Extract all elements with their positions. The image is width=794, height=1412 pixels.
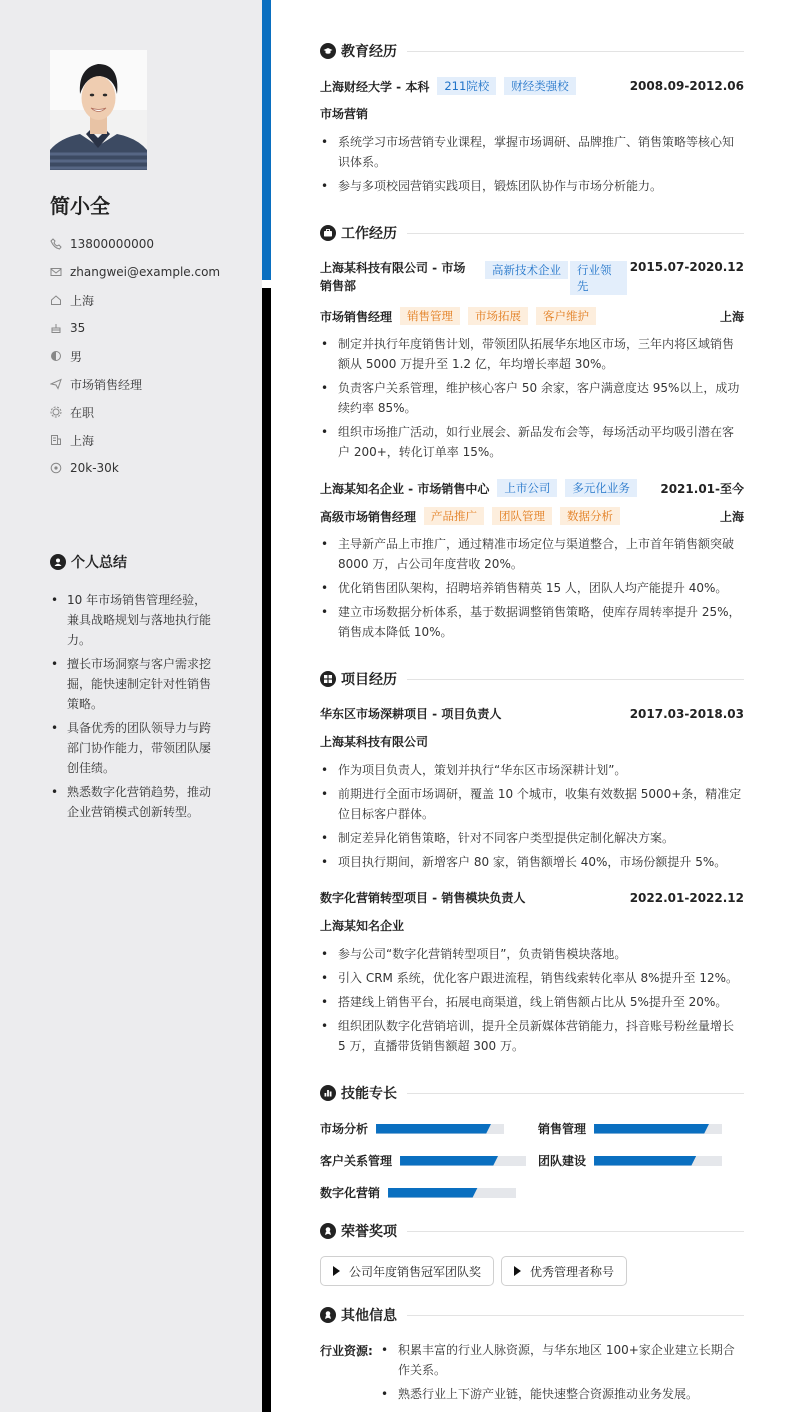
job-skill-tag: 数据分析	[560, 507, 620, 525]
job-role-row	[320, 307, 744, 325]
job-date: 2015.07-2020.12	[629, 260, 744, 274]
user-icon	[50, 554, 66, 570]
divider-bar	[262, 288, 271, 1412]
avatar	[50, 50, 147, 170]
other-list	[380, 1340, 744, 1408]
education-item: • 系统学习市场营销专业课程，掌握市场调研、品牌推广、销售策略等核心知识体系。	[320, 132, 744, 172]
contact-position: 市场销售经理	[50, 370, 220, 398]
section-rule	[407, 1315, 744, 1316]
play-icon	[514, 1266, 521, 1276]
education-major: 市场营销	[320, 107, 369, 121]
job-duty: • 优化销售团队架构，招聘培养销售精英 15 人，团队人均产能提升 40%。	[320, 578, 744, 598]
project-details	[320, 760, 744, 876]
honor-badge: 公司年度销售冠军团队奖	[320, 1256, 494, 1286]
job-city: 上海	[719, 309, 744, 324]
honors-heading: 荣誉奖项	[320, 1221, 744, 1241]
skill-item	[538, 1152, 722, 1169]
accent-bar	[262, 0, 271, 280]
job-company: 上海某科技有限公司 - 市场销售部	[320, 261, 466, 293]
school-tag: 211院校	[437, 77, 496, 95]
summary-item: • 10 年市场销售管理经验，兼具战略规划与落地执行能力。	[50, 590, 215, 650]
section-rule	[407, 51, 744, 52]
job-duty: • 建立市场数据分析体系，基于数据调整销售策略，使库存周转率提升 25%，销售成本降低 10%。	[320, 602, 744, 642]
skills-heading: 技能专长	[320, 1083, 744, 1103]
honor-badge: 优秀管理者称号	[501, 1256, 627, 1286]
summary-list	[50, 590, 215, 826]
other-label: 行业资源:	[320, 1344, 373, 1358]
job-skill-tag: 产品推广	[424, 507, 484, 525]
project-row	[320, 705, 744, 722]
contact-age: 35	[50, 314, 220, 342]
contact-status: 在职	[50, 398, 220, 426]
bar-chart-icon	[320, 1085, 336, 1101]
job-role: 市场销售经理	[320, 309, 393, 324]
contact-email: zhangwei@example.com	[50, 258, 220, 286]
job-tag: 行业领先	[570, 261, 627, 295]
project-detail: • 组织团队数字化营销培训，提升全员新媒体营销能力，抖音账号粉丝量增长 5 万，直播带货销售额超 300 万。	[320, 1016, 744, 1056]
job-company: 上海某知名企业 - 市场销售中心	[320, 481, 490, 496]
project-date: 2017.03-2018.03	[629, 706, 744, 721]
projects-heading: 项目经历	[320, 669, 744, 689]
job-skill-tag: 市场拓展	[468, 307, 528, 325]
job-duty: • 制定并执行年度销售计划，带领团队拓展华东地区市场，三年内将区域销售额从 5000 万提升至 1.2 亿，年均增长率超 30%。	[320, 334, 744, 374]
section-rule	[407, 1231, 744, 1232]
info-icon	[320, 1307, 336, 1323]
job-skill-tag: 团队管理	[492, 507, 552, 525]
school-tag: 财经类强校	[504, 77, 576, 95]
job-duties	[320, 534, 744, 646]
building-icon	[50, 434, 62, 446]
job-skill-tag: 客户维护	[536, 307, 596, 325]
job-tag: 多元化业务	[565, 479, 637, 497]
skill-item	[320, 1120, 504, 1137]
job-duties	[320, 334, 744, 466]
project-detail: • 作为项目负责人，策划并执行“华东区市场深耕计划”。	[320, 760, 744, 780]
skill-bar-fill	[388, 1188, 478, 1198]
school-name: 上海财经大学 - 本科	[320, 79, 430, 94]
project-detail: • 前期进行全面市场调研，覆盖 10 个城市，收集有效数据 5000+条，精准定位目标客户群体。	[320, 784, 744, 824]
work-heading: 工作经历	[320, 223, 744, 243]
other-item: • 熟悉行业上下游产业链，能快速整合资源推动业务发展。	[380, 1384, 744, 1404]
salary-icon	[50, 462, 62, 474]
home-icon	[50, 294, 62, 306]
summary-item: • 具备优秀的团队领导力与跨部门协作能力，带领团队屡创佳绩。	[50, 718, 215, 778]
project-row	[320, 889, 744, 906]
candidate-name: 简小全	[50, 194, 110, 218]
job-duty: • 主导新产品上市推广，通过精准市场定位与渠道整合，上市首年销售额突破 8000 万，占公司年度营收 20%。	[320, 534, 744, 574]
skill-bar-fill	[376, 1124, 491, 1134]
job-skill-tag: 销售管理	[400, 307, 460, 325]
skill-name: 数字化营销	[320, 1186, 381, 1200]
cake-icon	[50, 322, 62, 334]
grid-icon	[320, 671, 336, 687]
contact-salary: 20k-30k	[50, 454, 220, 482]
gender-icon	[50, 350, 62, 362]
project-date: 2022.01-2022.12	[629, 890, 744, 905]
job-duty: • 负责客户关系管理，维护核心客户 50 余家，客户满意度达 95%以上，成功续约率 85%。	[320, 378, 744, 418]
skill-name: 销售管理	[538, 1122, 587, 1136]
project-detail: • 制定差异化销售策略，针对不同客户类型提供定制化解决方案。	[320, 828, 744, 848]
job-tag: 高新技术企业	[485, 261, 568, 279]
summary-heading: 个人总结	[50, 552, 127, 572]
play-icon	[333, 1266, 340, 1276]
education-row	[320, 77, 744, 95]
skill-bar	[594, 1156, 722, 1166]
project-name: 数字化营销转型项目 - 销售模块负责人	[320, 891, 526, 905]
project-detail: • 项目执行期间，新增客户 80 家，销售额增长 40%，市场份额提升 5%。	[320, 852, 744, 872]
project-org: 上海某科技有限公司	[320, 735, 429, 749]
skill-bar-fill	[594, 1124, 709, 1134]
send-icon	[50, 378, 62, 390]
education-heading: 教育经历	[320, 41, 744, 61]
job-row	[320, 479, 744, 497]
graduation-cap-icon	[320, 43, 336, 59]
job-city: 上海	[719, 509, 744, 524]
job-duty: • 组织市场推广活动，如行业展会、新品发布会等，每场活动平均吸引潜在客户 200+，转化订单率 15%。	[320, 422, 744, 462]
contact-gender: 男	[50, 342, 220, 370]
contact-city: 上海	[50, 426, 220, 454]
skill-name: 市场分析	[320, 1122, 369, 1136]
education-list	[320, 132, 744, 200]
skill-bar	[388, 1188, 516, 1198]
summary-item: • 熟悉数字化营销趋势，推动企业营销模式创新转型。	[50, 782, 215, 822]
skill-bar-fill	[594, 1156, 696, 1166]
contact-phone: 13800000000	[50, 230, 220, 258]
contact-home: 上海	[50, 286, 220, 314]
other-item: • 积累丰富的行业人脉资源，与华东地区 100+家企业建立长期合作关系。	[380, 1340, 744, 1380]
skill-bar-fill	[400, 1156, 498, 1166]
briefcase-icon	[320, 225, 336, 241]
project-detail: • 参与公司“数字化营销转型项目”，负责销售模块落地。	[320, 944, 744, 964]
section-rule	[407, 233, 744, 234]
job-date: 2021.01-至今	[660, 481, 744, 496]
skill-bar	[376, 1124, 504, 1134]
summary-item: • 擅长市场洞察与客户需求挖掘，能快速制定针对性销售策略。	[50, 654, 215, 714]
project-name: 华东区市场深耕项目 - 项目负责人	[320, 707, 502, 721]
phone-icon	[50, 238, 62, 250]
email-icon	[50, 266, 62, 278]
job-tag: 上市公司	[497, 479, 557, 497]
education-date: 2008.09-2012.06	[629, 79, 744, 93]
skill-bar	[400, 1156, 526, 1166]
skill-item	[320, 1184, 516, 1201]
job-role: 高级市场销售经理	[320, 509, 417, 524]
contact-list	[50, 230, 220, 482]
project-details	[320, 944, 744, 1060]
skill-item	[320, 1152, 526, 1169]
skill-name: 客户关系管理	[320, 1154, 393, 1168]
job-role-row	[320, 507, 744, 525]
status-icon	[50, 406, 62, 418]
section-rule	[407, 1093, 744, 1094]
skill-bar	[594, 1124, 722, 1134]
award-icon	[320, 1223, 336, 1239]
skill-item	[538, 1120, 722, 1137]
project-org: 上海某知名企业	[320, 919, 405, 933]
education-item: • 参与多项校园营销实践项目，锻炼团队协作与市场分析能力。	[320, 176, 744, 196]
section-rule	[407, 679, 744, 680]
project-detail: • 引入 CRM 系统，优化客户跟进流程，销售线索转化率从 8%提升至 12%。	[320, 968, 744, 988]
project-detail: • 搭建线上销售平台，拓展电商渠道，线上销售额占比从 5%提升至 20%。	[320, 992, 744, 1012]
other-heading: 其他信息	[320, 1305, 744, 1325]
skill-name: 团队建设	[538, 1154, 587, 1168]
